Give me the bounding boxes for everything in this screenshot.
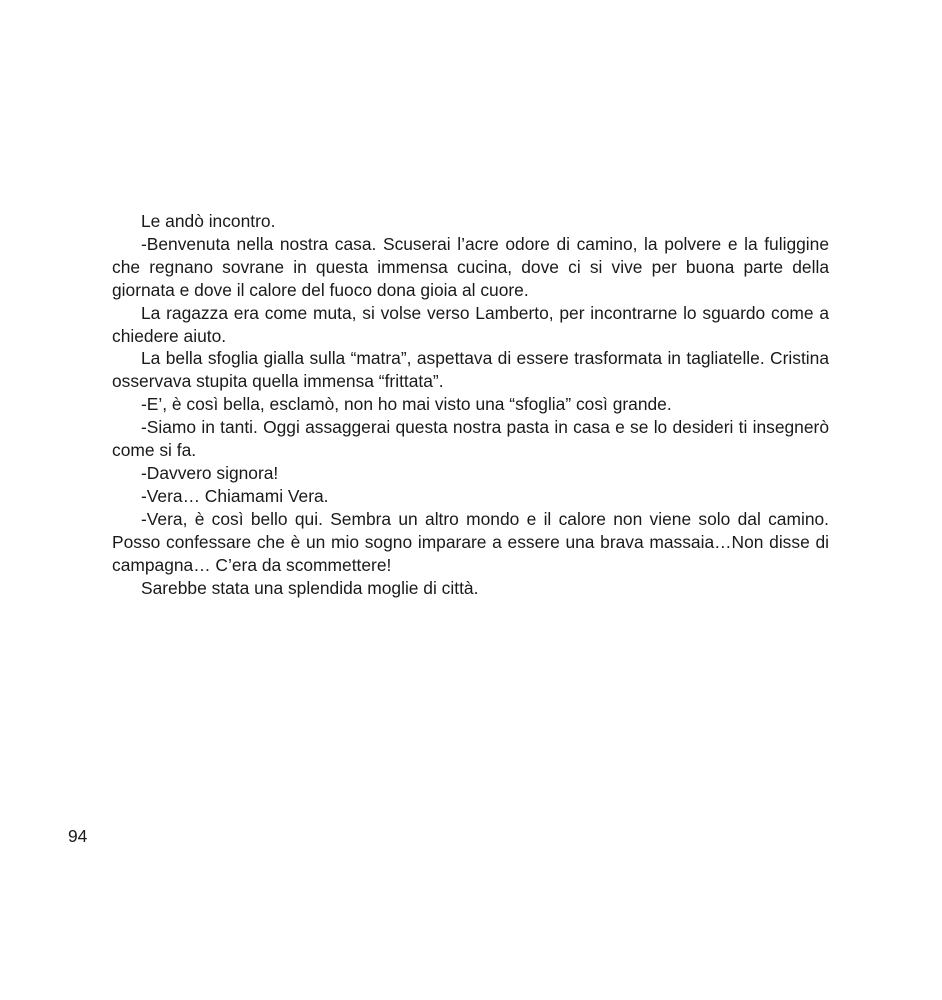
paragraph: -E’, è così bella, esclamò, non ho mai visto una “sfoglia” così grande.	[141, 394, 672, 415]
paragraph: Sarebbe stata una splendida moglie di città.	[141, 577, 479, 598]
paragraph: -Vera… Chiamami Vera.	[141, 485, 329, 506]
paragraph: La ragazza era come muta, si volse verso Lamberto, per incontrarne lo sguardo come a chiedere aiuto.	[112, 302, 829, 346]
page-number: 94	[68, 826, 88, 846]
paragraph: -Vera, è così bello qui. Sembra un altro mondo e il calore non viene solo dal camino. Posso confessare che è un mio sogno imparare a essere una brava massaia…Non disse di campagna… C’era da scommettere!	[112, 508, 829, 575]
body-text	[112, 210, 829, 599]
paragraph: Le andò incontro.	[141, 211, 276, 231]
paragraph: -Benvenuta nella nostra casa. Scuserai l’acre odore di camino, la polvere e la fuliggine che regnano sovrane in questa immensa cucina, dove ci si vive per buona parte della giornata e dove il calore del fuoco dona gioia al cuore.	[112, 233, 829, 300]
paragraph: La bella sfoglia gialla sulla “matra”, aspettava di essere trasformata in tagliatelle. Cristina osservava stupita quella immensa “frittata”.	[112, 348, 829, 392]
paragraph: -Siamo in tanti. Oggi assaggerai questa nostra pasta in casa e se lo desideri ti insegnerò come si fa.	[112, 417, 829, 461]
paragraph: -Davvero signora!	[141, 462, 279, 483]
